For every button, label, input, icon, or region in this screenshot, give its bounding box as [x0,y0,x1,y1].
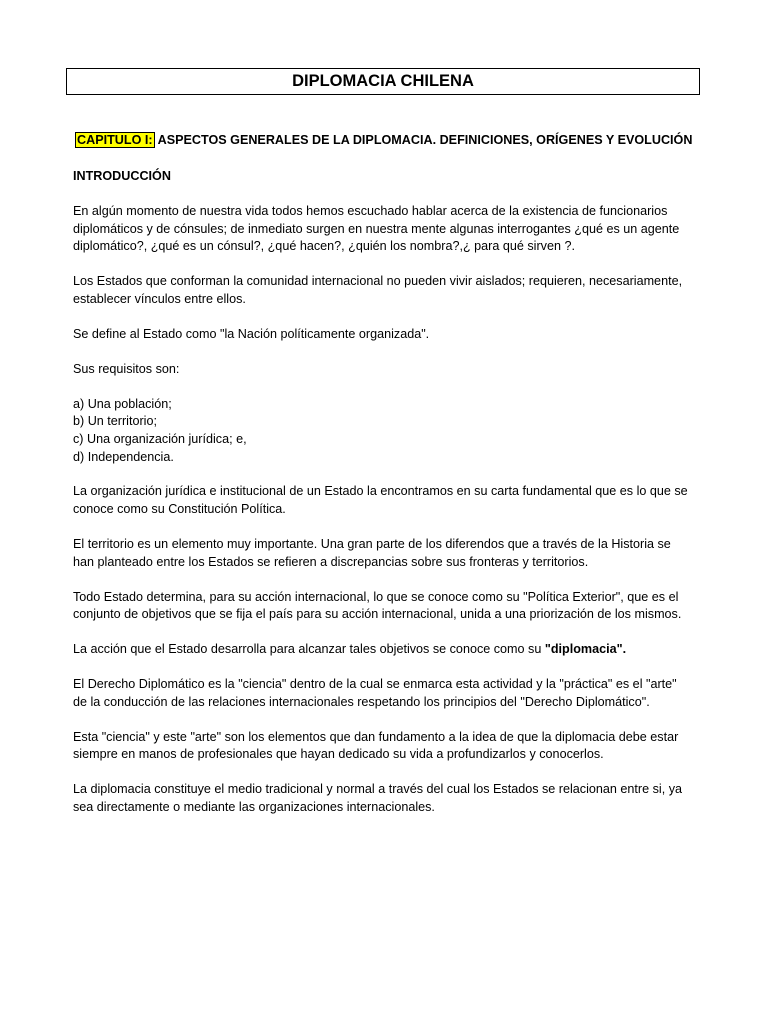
paragraph: En algún momento de nuestra vida todos hemos escuchado hablar acerca de la existencia de funcionarios diplomáticos y de cónsules; de inmediato surgen en nuestra mente algunas interrogantes ¿qué es un agente diplomático?, ¿qué es un cónsul?, ¿qué hacen?, ¿quién los nombra?,¿ para qué sirven ?. [73,204,680,254]
list-item: a) Una población; [73,396,172,411]
paragraph: La organización jurídica e institucional de un Estado la encontramos en su carta fundamental que es lo que se conoce como su Constitución Política. [73,484,688,517]
section-heading: INTRODUCCIÓN [73,169,171,183]
list-item: d) Independencia. [73,449,174,464]
requirements-list [73,396,693,466]
action-text: La acción que el Estado desarrolla para alcanzar tales objetivos se conoce como su [73,642,545,657]
chapter-label-highlight: CAPITULO I: [77,133,153,147]
paragraph: Sus requisitos son: [73,361,180,376]
paragraph: El Derecho Diplomático es la "ciencia" dentro de la cual se enmarca esta actividad y la "práctica" es el "arte" de la conducción de las relaciones internacionales respetando los principios del "Derecho Diplomático". [73,677,677,709]
paragraph: La diplomacia constituye el medio tradicional y normal a través del cual los Estados se relacionan entre si, ya sea directamente o mediante las organizaciones internacionales. [73,782,683,814]
document-title: DIPLOMACIA CHILENA [66,68,700,95]
paragraph: Los Estados que conforman la comunidad internacional no pueden vivir aislados; requieren, necesariamente, establecer vínculos entre ellos. [73,274,683,306]
chapter-title: ASPECTOS GENERALES DE LA DIPLOMACIA. DEFINICIONES, ORÍGENES Y EVOLUCIÓN [154,133,693,147]
list-item: c) Una organización jurídica; e, [73,431,247,446]
paragraph: Esta "ciencia" y este "arte" son los elementos que dan fundamento a la idea de que la diplomacia debe estar siempre en manos de profesionales que hayan dedicado su vida a profundizarlos y conocerlos. [73,729,679,762]
document-body [73,203,693,834]
paragraph-diplomacia [73,641,693,659]
paragraph: El territorio es un elemento muy importante. Una gran parte de los diferendos que a través de la Historia se han planteado entre los Estados se refieren a discrepancias sobre sus fronteras y territorios. [73,537,671,569]
paragraph: Se define al Estado como "la Nación políticamente organizada". [73,326,430,341]
list-item: b) Un territorio; [73,414,157,429]
action-bold: "diplomacia". [544,642,627,657]
chapter-heading [75,132,715,150]
paragraph: Todo Estado determina, para su acción internacional, lo que se conoce como su "Política Exterior", que es el conjunto de objetivos que se fija el país para su acción internacional, unida a una priorización de los mismos. [73,589,682,622]
